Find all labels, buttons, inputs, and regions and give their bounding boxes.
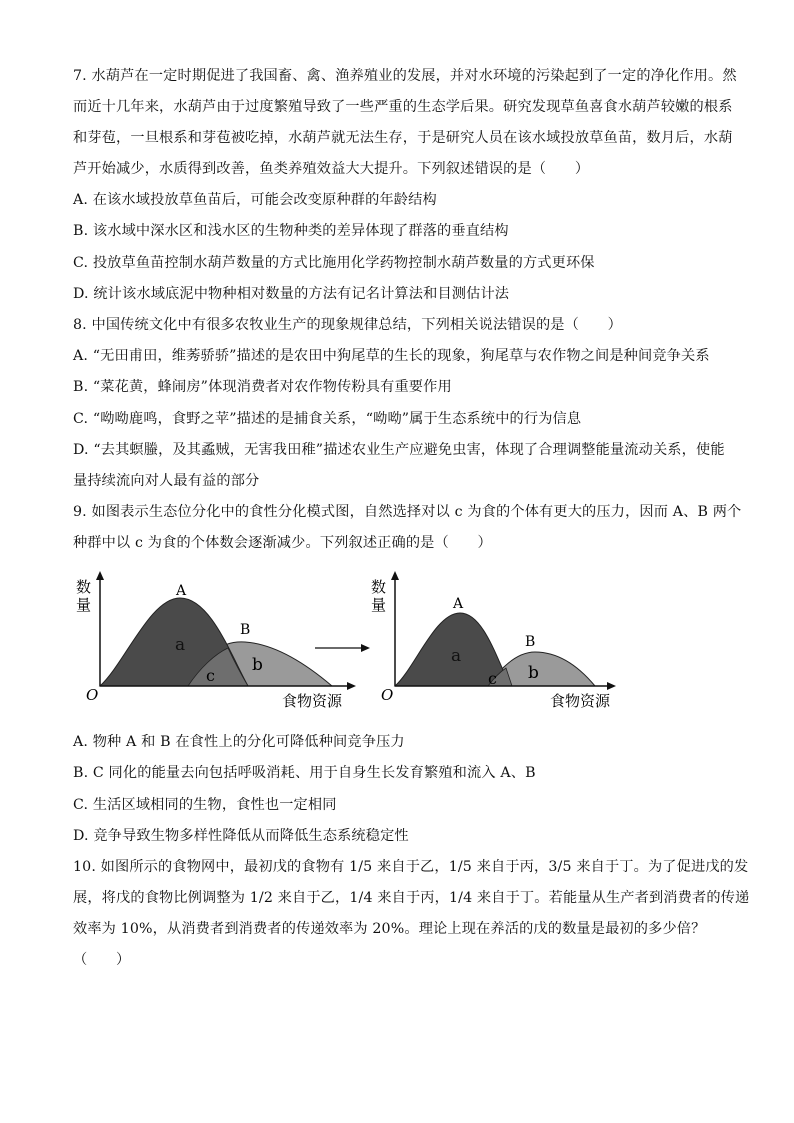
q7-stem-line-2: 而近十几年来，水葫芦由于过度繁殖导致了一些严重的生态学后果。研究发现草鱼喜食水葫芦较嫩的根系 bbox=[73, 99, 733, 115]
q7-option-a: A. 在该水域投放草鱼苗后，可能会改变原种群的年龄结构 bbox=[73, 192, 437, 208]
origin-label-right: O bbox=[381, 686, 394, 704]
q8-option-b: B. “菜花黄，蜂闹房”体现消费者对农作物传粉具有重要作用 bbox=[73, 379, 452, 395]
y-axis-arrow-left bbox=[96, 571, 104, 580]
curve-a-label-left: A bbox=[176, 583, 187, 599]
curve-b-label-left: B bbox=[240, 622, 251, 638]
region-a-label-left: a bbox=[175, 635, 186, 655]
ylabel-left-1: 数 bbox=[76, 578, 92, 596]
region-c-label-right: c bbox=[488, 669, 497, 688]
q8-option-d-line-2: 量持续流向对人最有益的部分 bbox=[73, 473, 260, 489]
xlabel-left: 食物资源 bbox=[282, 692, 343, 710]
y-axis-arrow-right bbox=[391, 571, 399, 580]
transition-arrow-head bbox=[361, 644, 370, 652]
q9-option-a: A. 物种 A 和 B 在食性上的分化可降低种间竞争压力 bbox=[73, 734, 405, 750]
q8-option-d-line-1: D. “去其螟螣，及其蟊贼，无害我田稚”描述农业生产应避免虫害，体现了合理调整能量流动关系，使能 bbox=[73, 442, 725, 458]
left-panel bbox=[76, 571, 356, 710]
region-b-label-right: b bbox=[528, 663, 539, 683]
q8-option-c: C. “呦呦鹿鸣，食野之苹”描述的是捕食关系，“呦呦”属于生态系统中的行为信息 bbox=[73, 411, 582, 427]
ylabel-right-2: 量 bbox=[371, 596, 387, 614]
q7-stem-line-3: 和芽苞，一旦根系和芽苞被吃掉，水葫芦就无法生存，于是研究人员在该水域投放草鱼苗，数月后，水葫 bbox=[73, 130, 733, 146]
q9-option-b: B. C 同化的能量去向包括呼吸消耗、用于自身生长发育繁殖和流入 A、B bbox=[73, 765, 536, 781]
curve-a-label-right: A bbox=[453, 596, 464, 612]
niche-differentiation-figure bbox=[70, 568, 630, 718]
q7-option-b: B. 该水域中深水区和浅水区的生物种类的差异体现了群落的垂直结构 bbox=[73, 223, 509, 239]
q10-stem-line-1: 10. 如图所示的食物网中，最初戊的食物有 1/5 来自于乙，1/5 来自于丙，3/5 来自于丁。为了促进戊的发 bbox=[73, 859, 749, 875]
xlabel-right: 食物资源 bbox=[550, 692, 611, 710]
ylabel-right-1: 数 bbox=[371, 578, 387, 596]
curve-b-label-right: B bbox=[525, 634, 536, 650]
right-panel bbox=[371, 571, 616, 710]
q10-stem-line-2: 展，将戊的食物比例调整为 1/2 来自于乙，1/4 来自于丙，1/4 来自于丁。若能量从生产者到消费者的传递 bbox=[73, 890, 750, 906]
q9-option-c: C. 生活区域相同的生物，食性也一定相同 bbox=[73, 797, 337, 813]
q9-stem-line-1: 9. 如图表示生态位分化中的食性分化模式图，自然选择对以 c 为食的个体有更大的压力，因而 A、B 两个 bbox=[73, 504, 742, 520]
q9-option-d: D. 竞争导致生物多样性降低从而降低生态系统稳定性 bbox=[73, 828, 409, 844]
q7-option-d: D. 统计该水域底泥中物种相对数量的方法有记名计算法和目测估计法 bbox=[73, 286, 510, 302]
x-axis-arrow-left bbox=[347, 682, 356, 690]
q7-stem-line-1: 7. 水葫芦在一定时期促进了我国畜、禽、渔养殖业的发展，并对水环境的污染起到了一定的净化作用。然 bbox=[73, 68, 737, 84]
q10-stem-line-3: 效率为 10%，从消费者到消费者的传递效率为 20%。理论上现在养活的戊的数量是最初的多少倍？ bbox=[73, 921, 706, 937]
region-b-label-left: b bbox=[252, 655, 263, 675]
x-axis-arrow-right bbox=[607, 682, 616, 690]
origin-label-left: O bbox=[86, 686, 99, 704]
figure-svg bbox=[70, 568, 630, 718]
ylabel-left-2: 量 bbox=[76, 596, 92, 614]
q7-stem-line-4: 芦开始减少，水质得到改善，鱼类养殖效益大大提升。下列叙述错误的是（ ） bbox=[73, 161, 590, 177]
q9-stem-line-2: 种群中以 c 为食的个体数会逐渐减少。下列叙述正确的是（ ） bbox=[73, 535, 492, 551]
region-a-label-right: a bbox=[451, 646, 462, 666]
q10-stem-line-4: （ ） bbox=[73, 952, 131, 968]
q8-stem-line-1: 8. 中国传统文化中有很多农牧业生产的现象规律总结，下列相关说法错误的是（ ） bbox=[73, 317, 622, 333]
q7-option-c: C. 投放草鱼苗控制水葫芦数量的方式比施用化学药物控制水葫芦数量的方式更环保 bbox=[73, 255, 595, 271]
q8-option-a: A. “无田甫田，维莠骄骄”描述的是农田中狗尾草的生长的现象，狗尾草与农作物之间是种间竞争关系 bbox=[73, 348, 710, 364]
region-c-label-left: c bbox=[206, 666, 215, 685]
